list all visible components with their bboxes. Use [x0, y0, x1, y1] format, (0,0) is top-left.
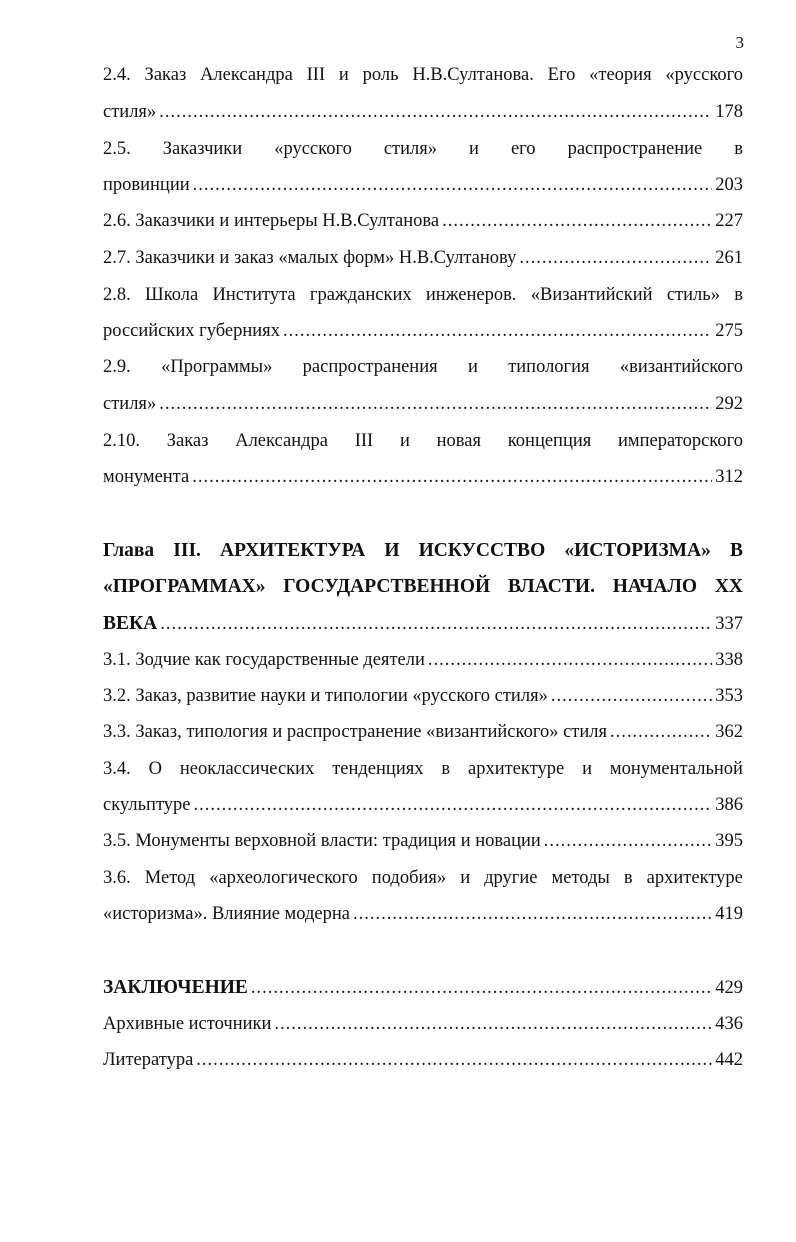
word: в [734, 139, 743, 159]
dot-leader [551, 684, 712, 708]
dot-leader [274, 1012, 712, 1036]
entry-page: 292 [715, 394, 743, 414]
word: тенденциях [332, 759, 424, 779]
word: 2.10. [103, 431, 140, 451]
word: и [399, 431, 410, 451]
word: Метод [144, 868, 196, 888]
toc-entry-2-8-line2 [103, 319, 743, 343]
dot-leader [442, 209, 712, 233]
word: «русского [274, 139, 352, 159]
word: «теория [589, 65, 652, 85]
toc-conclusion [103, 976, 743, 1000]
toc-entry-3-4-line2 [103, 793, 743, 817]
word: стиля» [383, 139, 438, 159]
word: другие [484, 868, 538, 888]
word: гражданских [309, 285, 412, 305]
entry-page: 338 [715, 650, 743, 670]
word: и [582, 759, 592, 779]
dot-leader [159, 100, 712, 124]
word: Заказ [166, 431, 209, 451]
dot-leader [160, 612, 712, 636]
toc-entry-2-5-line1 [103, 137, 743, 161]
word: новая [436, 431, 481, 451]
toc-entry-2-5-line2 [103, 173, 743, 197]
word: 2.5. [103, 139, 131, 159]
word: инженеров. [425, 285, 517, 305]
entry-text: 3.2. Заказ, развитие науки и типологии «русского стиля» [103, 686, 548, 706]
word: и [338, 65, 349, 85]
entry-text: ЗАКЛЮЧЕНИЕ [103, 977, 248, 998]
entry-page: 386 [715, 795, 743, 815]
dot-leader [353, 902, 712, 926]
dot-leader [194, 793, 713, 817]
word: ХХ [714, 576, 743, 597]
entry-page: 419 [715, 904, 743, 924]
word: Н.В.Султанова. [412, 65, 534, 85]
word: и [460, 868, 471, 888]
toc-entry-2-4-line2 [103, 100, 743, 124]
entry-page: 275 [715, 321, 743, 341]
entry-page: 227 [715, 211, 743, 231]
word: III [306, 65, 326, 85]
entry-text: 2.7. Заказчики и заказ «малых форм» Н.В.Султанову [103, 248, 517, 268]
word: «ИСТОРИЗМА» [564, 540, 711, 561]
word: ГОСУДАРСТВЕННОЙ [283, 576, 491, 597]
entry-text: 2.6. Заказчики и интерьеры Н.В.Султанова [103, 211, 440, 231]
word: НАЧАЛО [612, 576, 698, 597]
entry-page: 362 [715, 722, 743, 742]
word: 2.9. [103, 357, 131, 377]
entry-text: 3.3. Заказ, типология и распространение «византийского» стиля [103, 722, 608, 742]
entry-text: 3.1. Зодчие как государственные деятели [103, 650, 425, 670]
word: «Программы» [161, 357, 273, 377]
toc-chapter-3-line1 [103, 539, 743, 563]
word: распространения [302, 357, 438, 377]
word: III. [173, 540, 201, 561]
dot-leader [196, 1048, 712, 1072]
word: «русского [665, 65, 743, 85]
toc-entry-3-3 [103, 720, 743, 744]
entry-page: 203 [715, 175, 743, 195]
word: III [354, 431, 374, 451]
word: и [467, 357, 478, 377]
toc-entry-3-5 [103, 829, 743, 853]
dot-leader [519, 246, 712, 270]
dot-leader [251, 976, 712, 1000]
word: в [623, 868, 633, 888]
toc-entry-2-9-line2 [103, 392, 743, 416]
toc-entry-3-1 [103, 648, 743, 672]
word: типология [508, 357, 590, 377]
word: императорского [618, 431, 743, 451]
word: 2.8. [103, 285, 131, 305]
word: Глава [103, 540, 155, 561]
toc-chapter-3-line2 [103, 575, 743, 599]
toc-entry-3-6-line2 [103, 902, 743, 926]
word: Александра [235, 431, 328, 451]
entry-page: 178 [715, 102, 743, 122]
word: методы [551, 868, 610, 888]
word: концепция [507, 431, 592, 451]
entry-text: стиля» [103, 394, 157, 414]
dot-leader [283, 319, 712, 343]
word: в [441, 759, 451, 779]
entry-page: 442 [715, 1050, 743, 1070]
entry-text: ВЕКА [103, 613, 158, 634]
word: роль [362, 65, 399, 85]
word: 2.4. [103, 65, 131, 85]
entry-page: 337 [715, 614, 743, 634]
word: монументальной [609, 759, 743, 779]
dot-leader [193, 173, 713, 197]
entry-text: Литература [103, 1050, 194, 1070]
entry-text: монумента [103, 467, 190, 487]
word: О [148, 759, 162, 779]
word: в [734, 285, 743, 305]
entry-text: скульптуре [103, 795, 191, 815]
entry-text: стиля» [103, 102, 157, 122]
toc-entry-2-7 [103, 246, 743, 270]
toc-entry-2-10-line2 [103, 465, 743, 489]
page-number: 3 [735, 33, 744, 52]
dot-leader [428, 648, 712, 672]
toc-entry-3-6-line1 [103, 866, 743, 890]
toc-entry-2-4-line1 [103, 63, 743, 87]
word: распространение [567, 139, 703, 159]
toc-literature [103, 1048, 743, 1072]
dot-leader [159, 392, 712, 416]
word: 3.6. [103, 868, 131, 888]
word: Заказ [144, 65, 187, 85]
entry-text: российских губерниях [103, 321, 280, 341]
entry-page: 261 [715, 248, 743, 268]
word: АРХИТЕКТУРА [220, 540, 366, 561]
toc-entry-2-8-line1 [103, 283, 743, 307]
word: ВЛАСТИ. [507, 576, 595, 597]
toc-entry-2-9-line1 [103, 355, 743, 379]
word: В [729, 540, 743, 561]
word: неоклассических [179, 759, 315, 779]
entry-page: 312 [715, 467, 743, 487]
entry-text: «историзма». Влияние модерна [103, 904, 350, 924]
entry-text: провинции [103, 175, 190, 195]
toc-chapter-3-line3 [103, 612, 743, 636]
entry-page: 353 [715, 686, 743, 706]
word: 3.4. [103, 759, 131, 779]
word: его [510, 139, 536, 159]
word: «Византийский [530, 285, 653, 305]
dot-leader [544, 829, 712, 853]
word: стиль» [666, 285, 720, 305]
entry-page: 429 [715, 978, 743, 998]
word: Заказчики [162, 139, 243, 159]
entry-text: Архивные источники [103, 1014, 272, 1034]
toc-entry-3-4-line1 [103, 757, 743, 781]
word: и [469, 139, 479, 159]
word: архитектуре [467, 759, 565, 779]
toc-entry-2-10-line1 [103, 429, 743, 453]
word: Его [547, 65, 576, 85]
toc-archives [103, 1012, 743, 1036]
toc-entry-2-6 [103, 209, 743, 233]
word: И [384, 540, 400, 561]
word: «византийского [619, 357, 743, 377]
word: Института [212, 285, 296, 305]
word: архитектуре [646, 868, 743, 888]
word: подобия» [371, 868, 447, 888]
word: Александра [200, 65, 293, 85]
entry-page: 395 [715, 831, 743, 851]
toc-entry-3-2 [103, 684, 743, 708]
word: «археологического [209, 868, 358, 888]
dot-leader [610, 720, 712, 744]
entry-page: 436 [715, 1014, 743, 1034]
word: ИСКУССТВО [418, 540, 546, 561]
word: «ПРОГРАММАХ» [103, 576, 266, 597]
dot-leader [192, 465, 712, 489]
word: Школа [145, 285, 199, 305]
entry-text: 3.5. Монументы верховной власти: традиция и новации [103, 831, 541, 851]
